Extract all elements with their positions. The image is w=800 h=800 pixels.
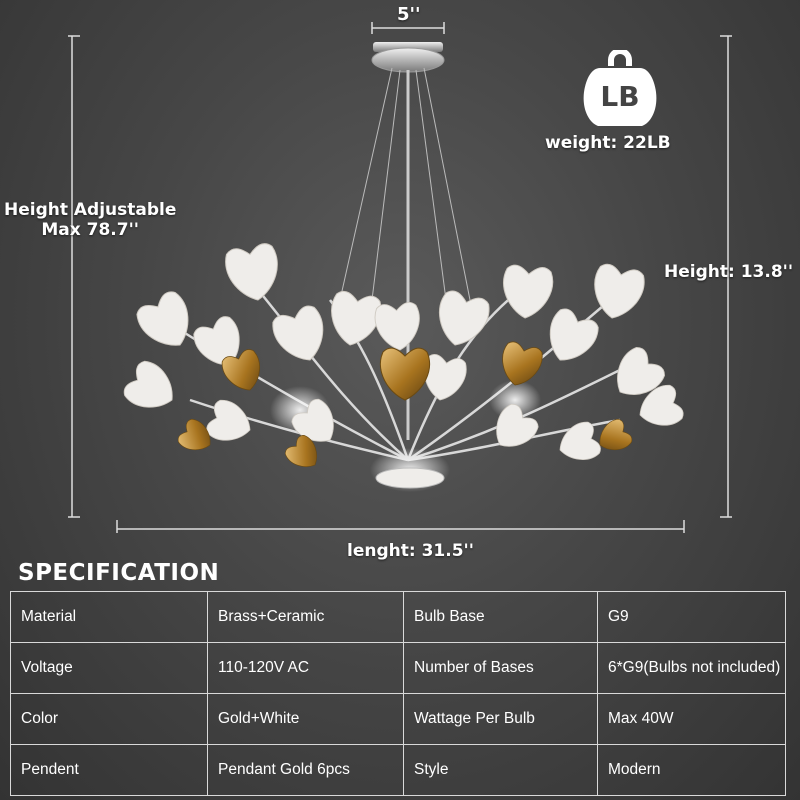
spec-label: Pendent <box>11 745 208 796</box>
spec-label: Number of Bases <box>404 643 598 694</box>
top-width-label: 5'' <box>397 4 421 25</box>
height-adjustable-line2: Max 78.7'' <box>41 220 140 240</box>
spec-value: G9 <box>598 592 786 643</box>
spec-value: Modern <box>598 745 786 796</box>
spec-value: Max 40W <box>598 694 786 745</box>
spec-title: SPECIFICATION <box>18 560 220 586</box>
height-label: Height: 13.8'' <box>664 262 794 282</box>
spec-value: Pendant Gold 6pcs <box>208 745 404 796</box>
spec-value: 110-120V AC <box>208 643 404 694</box>
weight-label: weight: 22LB <box>545 133 671 153</box>
spec-value: Gold+White <box>208 694 404 745</box>
height-adjustable-label <box>4 200 176 240</box>
table-row <box>11 643 786 694</box>
spec-label: Voltage <box>11 643 208 694</box>
spec-value: Brass+Ceramic <box>208 592 404 643</box>
spec-label: Bulb Base <box>404 592 598 643</box>
table-row <box>11 745 786 796</box>
table-row <box>11 592 786 643</box>
length-label: lenght: 31.5'' <box>347 541 474 561</box>
weight-badge-label: LB <box>600 80 640 113</box>
height-adjustable-line1: Height Adjustable <box>4 200 177 220</box>
spec-label: Color <box>11 694 208 745</box>
spec-value: 6*G9(Bulbs not included) <box>598 643 786 694</box>
spec-label: Material <box>11 592 208 643</box>
spec-label: Wattage Per Bulb <box>404 694 598 745</box>
spec-label: Style <box>404 745 598 796</box>
table-row <box>11 694 786 745</box>
spec-table <box>10 591 786 796</box>
